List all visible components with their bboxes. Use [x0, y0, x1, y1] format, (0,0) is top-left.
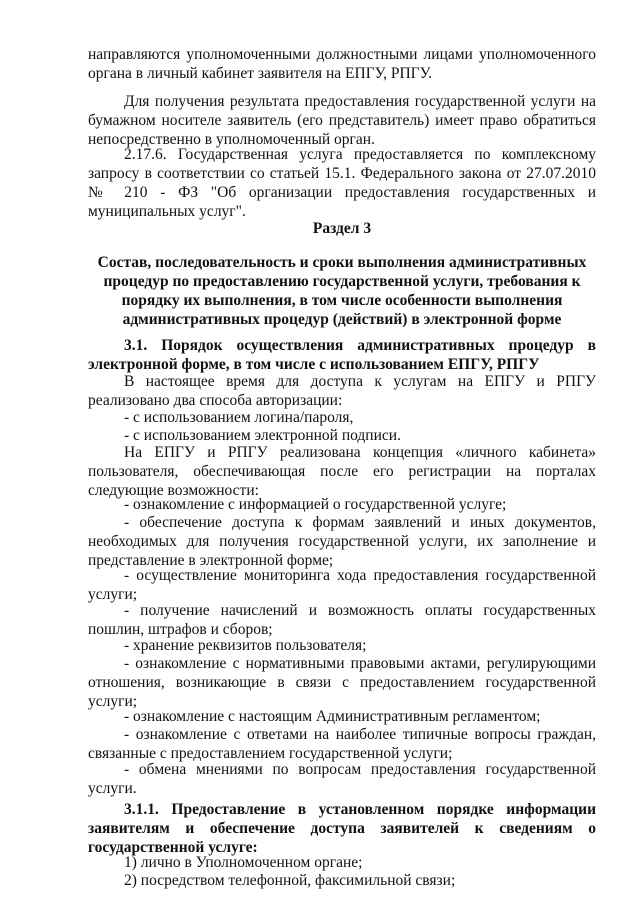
paragraph-delivery-cabinet: направляются уполномоченными должностными лицами уполномоченного органа в личный кабинет заявителя на ЕПГУ, РПГУ.	[88, 46, 596, 82]
paragraph-paper-result: Для получения результата предоставления государственной услуги на бумажном носителе заявитель (его представитель) имеет право обратиться непосредственно в уполномоченный орган.	[88, 93, 596, 148]
auth-method-login: - с использованием логина/пароля,	[124, 409, 354, 426]
capability-forms-access: - обеспечение доступа к формам заявлений и иных документов, необходимых для получения государственной услуги, их заполнение и представление в электронной форме;	[88, 514, 596, 569]
paragraph-authorization: В настоящее время для доступа к услугам на ЕПГУ и РПГУ реализовано два способа авторизации:	[88, 373, 596, 409]
list-item-phone-fax: 2) посредством телефонной, факсимильной связи;	[124, 872, 456, 889]
capability-monitoring: - осуществление мониторинга хода предоставления государственной услуги;	[88, 567, 596, 603]
capability-payments: - получение начислений и возможность оплаты государственных пошлин, штрафов и сборов;	[88, 602, 596, 638]
capability-legal-acts: - ознакомление с нормативными правовыми актами, регулирующими отношения, возникающие в связи с предоставлением государственной услуги;	[88, 655, 596, 710]
subsection-3-1-1-heading: 3.1.1. Предоставление в установленном порядке информации заявителям и обеспечение доступа заявителей к сведениям о государственной услуге:	[88, 801, 596, 856]
section-heading: Состав, последовательность и сроки выполнения административных процедур по предоставлению государственной услуги, требования к порядку их выполнения, в том числе особенности выполнения административных процедур (действий) в электронной форме	[97, 254, 587, 328]
subsection-3-1-heading: 3.1. Порядок осуществления административных процедур в электронной форме, в том числе с использованием ЕПГУ, РПГУ	[88, 337, 596, 373]
capability-requisites: - хранение реквизитов пользователя;	[124, 637, 367, 654]
section-title: Раздел 3	[312, 220, 372, 237]
capability-faq: - ознакомление с ответами на наиболее типичные вопросы граждан, связанные с предоставлением государственной услуги;	[88, 726, 596, 762]
list-item-in-person: 1) лично в Уполномоченном органе;	[124, 854, 363, 871]
capability-opinions: - обмена мнениями по вопросам предоставления государственной услуги.	[88, 761, 596, 797]
paragraph-personal-cabinet: На ЕПГУ и РПГУ реализована концепция «личного кабинета» пользователя, обеспечивающая после его регистрации на порталах следующие возможности:	[88, 444, 596, 499]
auth-method-signature: - с использованием электронной подписи.	[124, 427, 401, 444]
capability-info: - ознакомление с информацией о государственной услуге;	[124, 496, 507, 513]
paragraph-2-17-6: 2.17.6. Государственная услуга предоставляется по комплексному запросу в соответствии со статьей 15.1. Федерального закона от 27.07.2010 № 210 - ФЗ "Об организации предоставления государственных и муниципальных услуг".	[88, 146, 596, 220]
capability-regulation: - ознакомление с настоящим Административным регламентом;	[124, 708, 541, 725]
